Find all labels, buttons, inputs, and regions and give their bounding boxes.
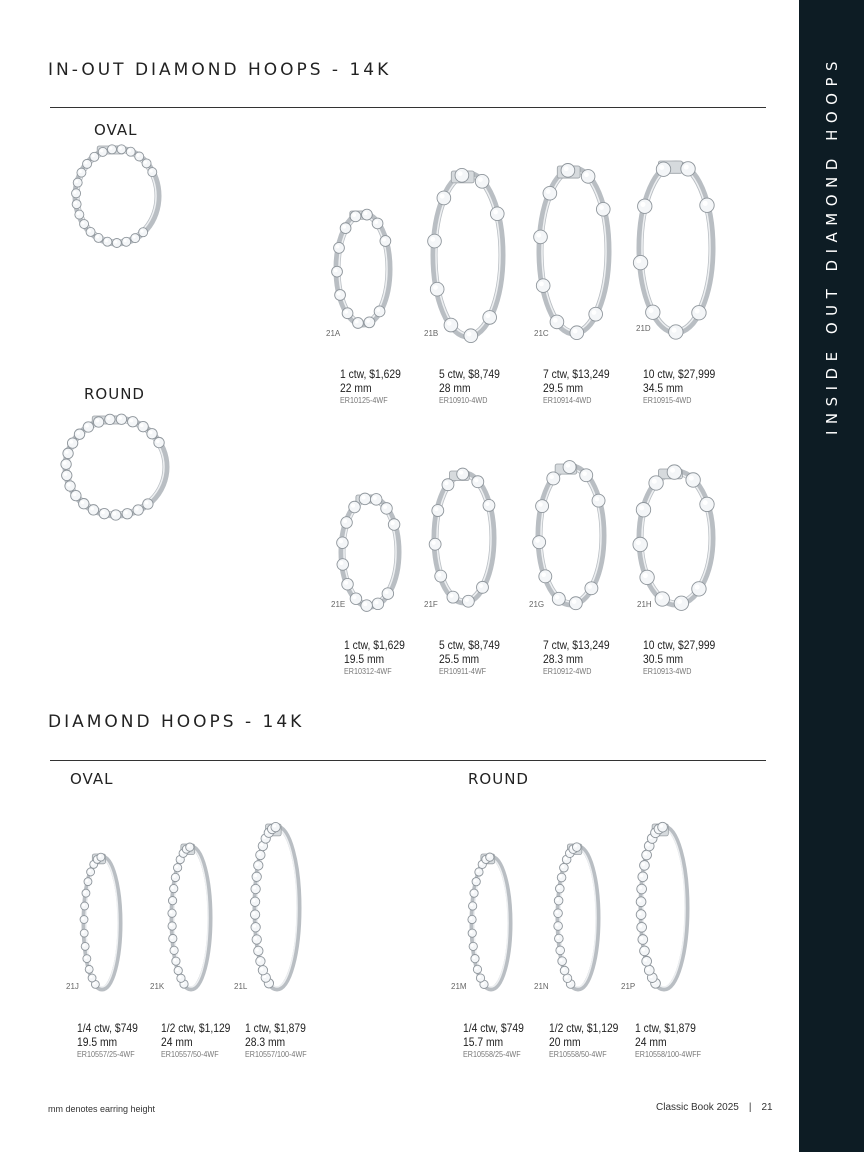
hoop-image-21N <box>554 843 602 993</box>
section-rule <box>50 107 766 108</box>
hoop-image-21M <box>468 853 514 993</box>
product-price: 1 ctw, $1,879 <box>245 1021 306 1035</box>
product-size: 28.3 mm <box>543 652 584 666</box>
product-sku: ER10914-4WD <box>543 396 592 405</box>
hoop-image-21B <box>430 170 506 340</box>
section-title-diamond: DIAMOND HOOPS - 14K <box>48 712 305 732</box>
footer-page-info <box>656 1102 773 1113</box>
product-price: 1/2 ctw, $1,129 <box>161 1021 231 1035</box>
section-title-inout: IN-OUT DIAMOND HOOPS - 14K <box>48 60 392 80</box>
product-price: 1 ctw, $1,879 <box>635 1021 696 1035</box>
product-size: 28.3 mm <box>245 1035 286 1049</box>
product-sku: ER10913-4WD <box>643 667 692 676</box>
product-sku: ER10125-4WF <box>340 396 388 405</box>
oval-sample-hoop-image <box>72 145 162 247</box>
product-sku: ER10557/100-4WF <box>245 1050 307 1059</box>
footer-note: mm denotes earring height <box>48 1104 156 1114</box>
sidebar-title: INSIDE OUT DIAMOND HOOPS <box>823 54 841 436</box>
product-sku: ER10558/50-4WF <box>549 1050 607 1059</box>
hoop-image-21J <box>80 853 124 993</box>
product-price: 7 ctw, $13,249 <box>543 638 610 652</box>
product-code: 21B <box>424 329 439 338</box>
sublabel-round: ROUND <box>468 770 529 788</box>
product-code: 21D <box>636 324 651 333</box>
product-code: 21C <box>534 329 549 338</box>
product-code: 21N <box>534 982 549 991</box>
product-sku: ER10912-4WD <box>543 667 592 676</box>
product-size: 29.5 mm <box>543 381 584 395</box>
product-info-21E <box>344 638 444 677</box>
product-price: 5 ctw, $8,749 <box>439 638 500 652</box>
hoop-image-21K <box>168 843 214 993</box>
product-info-21H <box>643 638 743 677</box>
product-info-21L <box>245 1021 345 1060</box>
hoop-image-21C <box>536 165 612 337</box>
product-sku: ER10558/100-4WFF <box>635 1050 702 1059</box>
hoop-image-21H <box>636 468 716 608</box>
product-code: 21A <box>326 329 341 338</box>
product-size: 15.7 mm <box>463 1035 504 1049</box>
product-price: 1 ctw, $1,629 <box>344 638 405 652</box>
product-sku: ER10557/25-4WF <box>77 1050 135 1059</box>
product-size: 20 mm <box>549 1035 581 1049</box>
hoop-image-21E <box>338 494 402 610</box>
hoop-image-21L <box>251 823 303 993</box>
product-price: 1/4 ctw, $749 <box>463 1021 524 1035</box>
product-info-21G <box>543 638 643 677</box>
page-number: 21 <box>761 1102 773 1113</box>
product-price: 7 ctw, $13,249 <box>543 367 610 381</box>
sublabel-oval: OVAL <box>70 770 114 788</box>
product-code: 21L <box>234 982 248 991</box>
hoop-image-21P <box>637 823 691 993</box>
product-size: 28 mm <box>439 381 471 395</box>
hoop-image-21D <box>636 160 716 336</box>
product-code: 21M <box>451 982 467 991</box>
product-price: 1/4 ctw, $749 <box>77 1021 138 1035</box>
product-info-21M <box>463 1021 563 1060</box>
footer-book-title: Classic Book 2025 <box>656 1102 739 1113</box>
product-size: 30.5 mm <box>643 652 684 666</box>
sublabel-oval: OVAL <box>94 121 138 139</box>
product-info-21A <box>340 367 440 406</box>
product-size: 22 mm <box>340 381 372 395</box>
product-sku: ER10312-4WF <box>344 667 392 676</box>
product-code: 21H <box>637 600 652 609</box>
product-sku: ER10915-4WD <box>643 396 692 405</box>
product-code: 21F <box>424 600 438 609</box>
product-size: 24 mm <box>161 1035 193 1049</box>
product-sku: ER10558/25-4WF <box>463 1050 521 1059</box>
product-price: 1/2 ctw, $1,129 <box>549 1021 619 1035</box>
product-info-21B <box>439 367 539 406</box>
product-info-21N <box>549 1021 649 1060</box>
product-info-21D <box>643 367 743 406</box>
product-sku: ER10911-4WF <box>439 667 487 676</box>
product-code: 21E <box>331 600 346 609</box>
hoop-image-21A <box>333 210 393 328</box>
product-size: 19.5 mm <box>344 652 385 666</box>
product-size: 24 mm <box>635 1035 667 1049</box>
product-price: 5 ctw, $8,749 <box>439 367 500 381</box>
product-sku: ER10557/50-4WF <box>161 1050 219 1059</box>
product-info-21F <box>439 638 539 677</box>
footer-separator: | <box>748 1102 752 1113</box>
product-code: 21P <box>621 982 636 991</box>
product-size: 25.5 mm <box>439 652 480 666</box>
hoop-image-21F <box>431 470 497 606</box>
section-rule <box>50 760 766 761</box>
hoop-image-21G <box>535 463 607 608</box>
product-code: 21G <box>529 600 545 609</box>
product-info-21P <box>635 1021 735 1060</box>
product-sku: ER10910-4WD <box>439 396 488 405</box>
product-price: 1 ctw, $1,629 <box>340 367 401 381</box>
product-code: 21J <box>66 982 79 991</box>
product-price: 10 ctw, $27,999 <box>643 367 716 381</box>
product-info-21C <box>543 367 643 406</box>
sublabel-round: ROUND <box>84 385 145 403</box>
round-sample-hoop-image <box>62 415 170 519</box>
product-price: 10 ctw, $27,999 <box>643 638 716 652</box>
product-code: 21K <box>150 982 165 991</box>
product-size: 34.5 mm <box>643 381 684 395</box>
product-size: 19.5 mm <box>77 1035 118 1049</box>
